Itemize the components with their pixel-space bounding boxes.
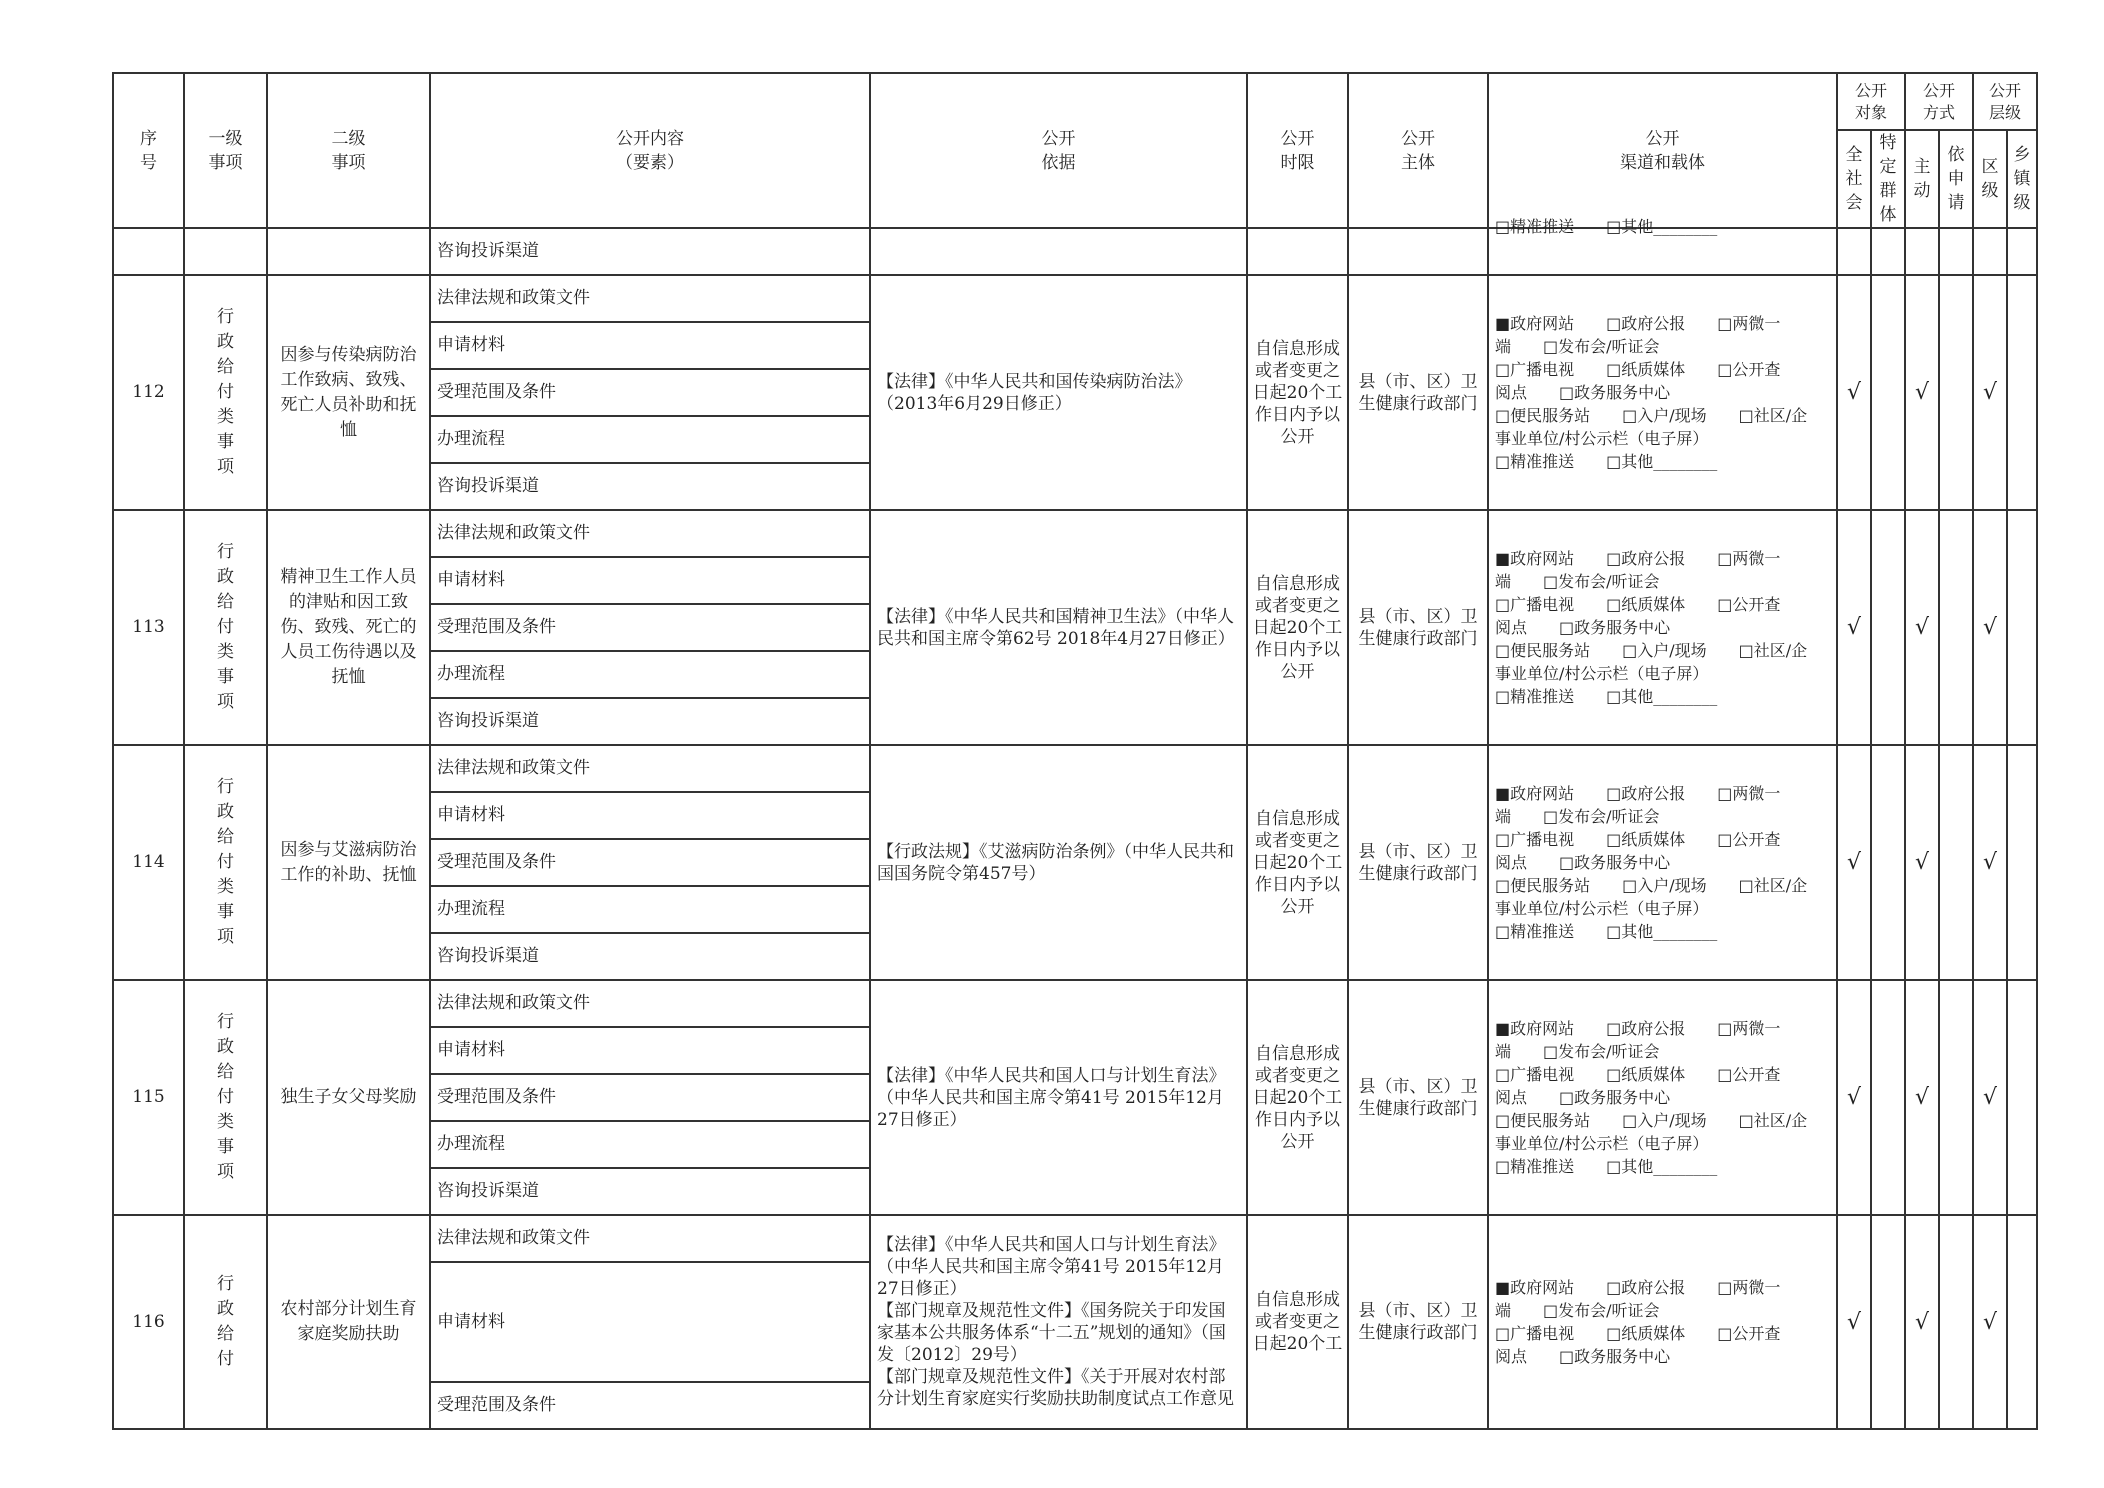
subject-cell: 县（市、区）卫生健康行政部门 [1348,275,1488,510]
time-limit-cell: 自信息形成或者变更之日起20个工作日内予以公开 [1247,980,1348,1215]
header-target-specific: 特定群体 [1871,130,1905,228]
check-method-active: √ [1905,745,1939,980]
header-level2: 二级 事项 [267,73,430,228]
header-method-active: 主动 [1905,130,1939,228]
subject-cell: 县（市、区）卫生健康行政部门 [1348,510,1488,745]
channel-line: 事业单位/村公示栏（电子屏） [1495,429,1709,448]
subject-cell: 县（市、区）卫生健康行政部门 [1348,1215,1488,1429]
check-level-township [2007,510,2037,745]
channels-cell [1488,1215,1837,1429]
content-subitem: 法律法规和政策文件 [430,745,870,792]
header-level-township: 乡镇级 [2007,130,2037,228]
content-subitem: 申请材料 [430,792,870,839]
row-seq: 113 [113,510,184,745]
level2-item: 精神卫生工作人员的津贴和因工致伤、致残、死亡的人员工伤待遇以及抚恤 [267,510,430,745]
check-target-all: √ [1837,510,1871,745]
content-subitem: 办理流程 [430,1121,870,1168]
check-method-active: √ [1905,510,1939,745]
disclosure-table-page [112,72,2036,1418]
channel-line: □广播电视 □纸质媒体 □公开查 [1495,830,1781,849]
channel-line: □广播电视 □纸质媒体 □公开查 [1495,595,1781,614]
channels-cell: □精准推送 □其他________ [1488,228,1837,275]
content-subitem: 受理范围及条件 [430,1382,870,1429]
content-subitem: 法律法规和政策文件 [430,510,870,557]
channel-line: 端 □发布会/听证会 [1495,572,1660,591]
level1-item [184,1215,267,1429]
row-seq: 114 [113,745,184,980]
channel-line: □精准推送 □其他________ [1495,452,1718,471]
content-subitem: 受理范围及条件 [430,604,870,651]
level2-item: 因参与传染病防治工作致病、致残、死亡人员补助和抚恤 [267,275,430,510]
header-subject: 公开 主体 [1348,73,1488,228]
header-target-all: 全社会 [1837,130,1871,228]
check-target-specific [1871,1215,1905,1429]
basis-cell [870,980,1247,1215]
channel-line: 端 □发布会/听证会 [1495,337,1660,356]
header-method-request: 依申请 [1939,130,1973,228]
row-seq: 116 [113,1215,184,1429]
check-method-request [1939,275,1973,510]
header-level1: 一级 事项 [184,73,267,228]
check-target-specific [1871,745,1905,980]
channel-line: 阅点 □政务服务中心 [1495,618,1671,637]
level1-item [184,745,267,980]
check-level-township [2007,980,2037,1215]
table-row [113,980,2037,1027]
channel-line: □广播电视 □纸质媒体 □公开查 [1495,360,1781,379]
check-level-district: √ [1973,745,2007,980]
check-method-active: √ [1905,275,1939,510]
header-target: 公开 对象 [1837,73,1905,130]
basis-text: 【法律】《中华人民共和国人口与计划生育法》（中华人民共和国主席令第41号 2015年12月27日修正） 【部门规章及规范性文件】《国务院关于印发国家基本公共服务体系“十二五”规划的通知》（国发〔2012〕29号） 【部门规章及规范性文件】《关于开展对农村部分计划生育家庭实行奖励扶助制度试点工作意见 [877,1235,1234,1409]
check-method-request [1939,510,1973,745]
channel-line: □便民服务站 □入户/现场 □社区/企 [1495,641,1808,660]
check-target-all: √ [1837,275,1871,510]
channel-line: 事业单位/村公示栏（电子屏） [1495,664,1709,683]
basis-cell [870,745,1247,980]
channel-line: ■政府网站 □政府公报 □两微一 [1495,549,1781,568]
basis-text: 【法律】《中华人民共和国精神卫生法》（中华人民共和国主席令第62号 2018年4月27日修正） [877,606,1235,649]
content-subitem: 咨询投诉渠道 [430,933,870,980]
level2-item: 独生子女父母奖励 [267,980,430,1215]
channel-line: 事业单位/村公示栏（电子屏） [1495,1134,1709,1153]
channel-line: □精准推送 □其他________ [1495,922,1718,941]
channels-cell [1488,980,1837,1215]
content-subitem: 咨询投诉渠道 [430,463,870,510]
content-subitem: 办理流程 [430,416,870,463]
check-method-request [1939,745,1973,980]
header-basis: 公开 依据 [870,73,1247,228]
check-level-township [2007,1215,2037,1429]
channel-line: 端 □发布会/听证会 [1495,1042,1660,1061]
header-content: 公开内容 （要素） [430,73,870,228]
channel-line: □精准推送 □其他________ [1495,687,1718,706]
channels-cell [1488,745,1837,980]
check-target-specific [1871,510,1905,745]
content-subitem: 法律法规和政策文件 [430,275,870,322]
time-limit-cell: 自信息形成或者变更之日起20个工作日内予以公开 [1247,275,1348,510]
row-seq: 112 [113,275,184,510]
content-subitem: 办理流程 [430,886,870,933]
basis-cell [870,275,1247,510]
disclosure-table [112,72,2038,1430]
table-row [113,745,2037,792]
content-subitem: 受理范围及条件 [430,369,870,416]
level1-label: 行政给付类事项 [217,1012,234,1182]
level1-label: 行政给付 [217,1274,234,1369]
check-method-request [1939,1215,1973,1429]
table-row [113,1215,2037,1262]
content-subitem: 咨询投诉渠道 [430,1168,870,1215]
check-level-district: √ [1973,275,2007,510]
channel-line: □便民服务站 □入户/现场 □社区/企 [1495,406,1808,425]
check-target-all: √ [1837,1215,1871,1429]
check-method-active: √ [1905,1215,1939,1429]
level2-item: 因参与艾滋病防治工作的补助、抚恤 [267,745,430,980]
basis-text: 【行政法规】《艾滋病防治条例》（中华人民共和国国务院令第457号） [877,841,1234,884]
check-level-township [2007,745,2037,980]
check-level-district: √ [1973,980,2007,1215]
check-level-district: √ [1973,1215,2007,1429]
table-row [113,275,2037,322]
check-method-request [1939,980,1973,1215]
header-method: 公开 方式 [1905,73,1973,130]
channel-line: 阅点 □政务服务中心 [1495,1347,1671,1366]
level1-item [184,510,267,745]
channel-line: □广播电视 □纸质媒体 □公开查 [1495,1324,1781,1343]
level1-item [184,275,267,510]
header-level-district: 区级 [1973,130,2007,228]
table-row-continued [113,228,2037,275]
subject-cell: 县（市、区）卫生健康行政部门 [1348,980,1488,1215]
row-seq: 115 [113,980,184,1215]
channel-line: 阅点 □政务服务中心 [1495,1088,1671,1107]
channel-line: □广播电视 □纸质媒体 □公开查 [1495,1065,1781,1084]
channel-line: ■政府网站 □政府公报 □两微一 [1495,1019,1781,1038]
channel-line: ■政府网站 □政府公报 □两微一 [1495,314,1781,333]
content-subitem: 办理流程 [430,651,870,698]
channel-line: 端 □发布会/听证会 [1495,1301,1660,1320]
check-target-specific [1871,275,1905,510]
channel-line: 事业单位/村公示栏（电子屏） [1495,899,1709,918]
time-limit-cell: 自信息形成或者变更之日起20个工作日内予以公开 [1247,745,1348,980]
level1-item [184,980,267,1215]
content-subitem: 申请材料 [430,322,870,369]
content-subitem: 咨询投诉渠道 [430,698,870,745]
header-level: 公开 层级 [1973,73,2037,130]
channel-line: □便民服务站 □入户/现场 □社区/企 [1495,876,1808,895]
header-seq: 序 号 [113,73,184,228]
check-target-all: √ [1837,745,1871,980]
channels-cell [1488,275,1837,510]
time-limit-cell: 自信息形成或者变更之日起20个工作日内予以公开 [1247,510,1348,745]
content-subitem: 申请材料 [430,1262,870,1382]
level1-label: 行政给付类事项 [217,777,234,947]
channel-line: 阅点 □政务服务中心 [1495,853,1671,872]
channel-line: ■政府网站 □政府公报 □两微一 [1495,1278,1781,1297]
check-target-all: √ [1837,980,1871,1215]
content-subitem: 申请材料 [430,1027,870,1074]
channel-line: □精准推送 □其他________ [1495,1157,1718,1176]
channel-line: ■政府网站 □政府公报 □两微一 [1495,784,1781,803]
content-subitem: 法律法规和政策文件 [430,1215,870,1262]
time-limit-cell: 自信息形成或者变更之日起20个工 [1247,1215,1348,1429]
basis-text: 【法律】《中华人民共和国传染病防治法》（2013年6月29日修正） [877,371,1192,414]
check-target-specific [1871,980,1905,1215]
basis-cell [870,510,1247,745]
channel-line: 阅点 □政务服务中心 [1495,383,1671,402]
content-subitem: 申请材料 [430,557,870,604]
channel-line: 端 □发布会/听证会 [1495,807,1660,826]
header-time-limit: 公开 时限 [1247,73,1348,228]
level1-label: 行政给付类事项 [217,307,234,477]
check-method-active: √ [1905,980,1939,1215]
level1-label: 行政给付类事项 [217,542,234,712]
header-channels: 公开 渠道和载体 [1488,73,1837,228]
content-subitem: 法律法规和政策文件 [430,980,870,1027]
channel-line: □便民服务站 □入户/现场 □社区/企 [1495,1111,1808,1130]
basis-cell [870,1215,1247,1429]
basis-text: 【法律】《中华人民共和国人口与计划生育法》（中华人民共和国主席令第41号 2015年12月27日修正） [877,1065,1226,1130]
channels-cell [1488,510,1837,745]
level2-item: 农村部分计划生育家庭奖励扶助 [267,1215,430,1429]
check-level-district: √ [1973,510,2007,745]
table-row [113,510,2037,557]
content-subitem: 受理范围及条件 [430,839,870,886]
content-subitem: 受理范围及条件 [430,1074,870,1121]
subject-cell: 县（市、区）卫生健康行政部门 [1348,745,1488,980]
check-level-township [2007,275,2037,510]
content-subitem: 咨询投诉渠道 [430,228,870,275]
